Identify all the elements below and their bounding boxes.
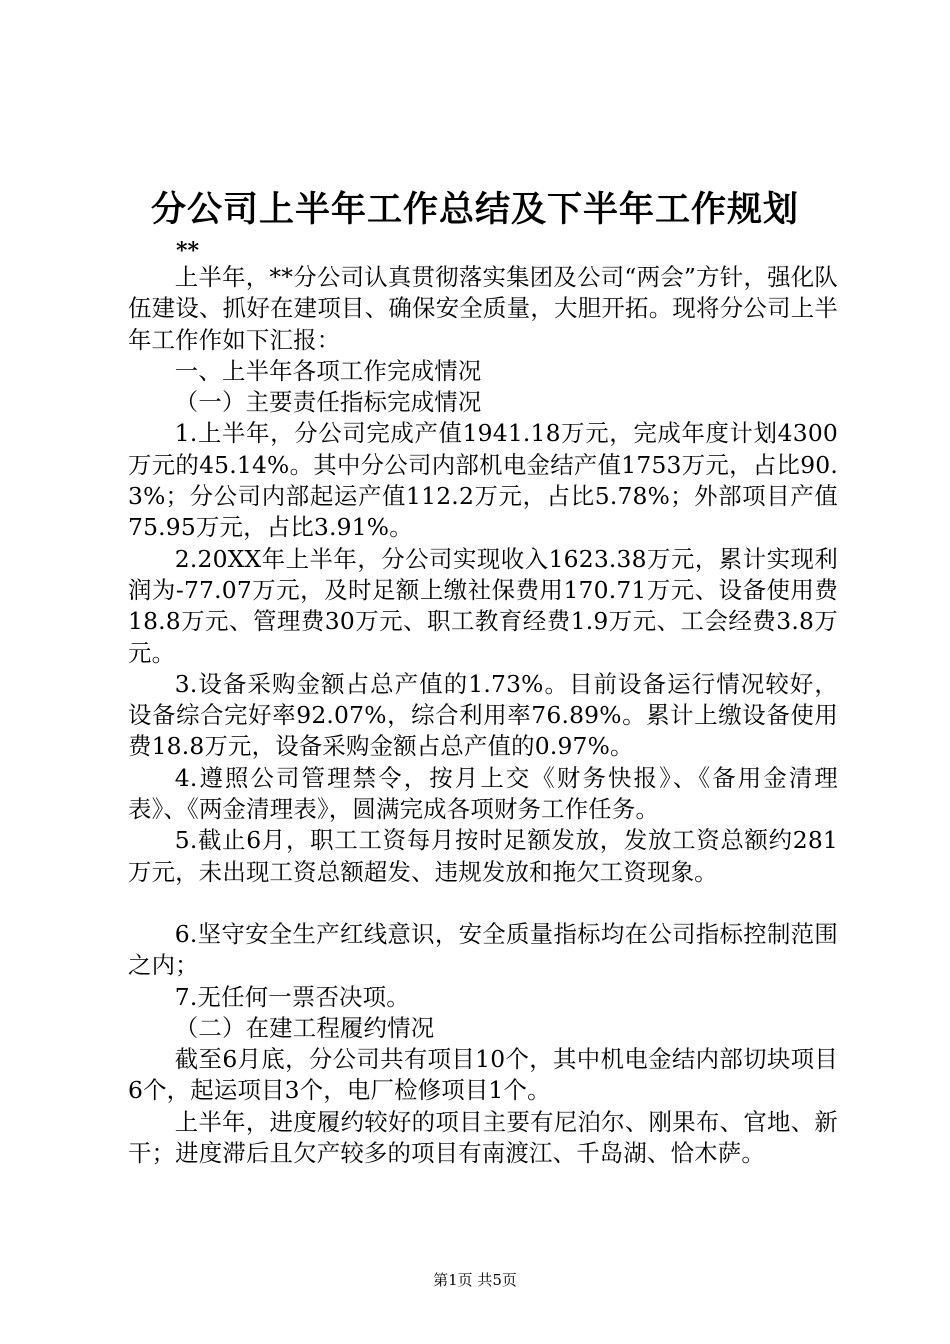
paragraph-intro: 上半年，**分公司认真贯彻落实集团及公司“两会”方针，强化队伍建设、抓好在建项目、确保安全质量，大胆开拓。现将分公司上半年工作作如下汇报： bbox=[128, 263, 838, 354]
author-name: ** bbox=[176, 238, 200, 264]
paragraph-item-2: 2.20XX年上半年，分公司实现收入1623.38万元，累计实现利润为-77.07万元，及时足额上缴社保费用170.71万元、设备使用费18.8万元、管理费30万元、职工教育经费1.9万元、工会经费3.8万元。 bbox=[128, 544, 838, 667]
paragraph-item-3: 3.设备采购金额占总产值的1.73%。目前设备运行情况较好，设备综合完好率92.07%，综合利用率76.89%。累计上缴设备使用费18.8万元，设备采购金额占总产值的0.97%。 bbox=[128, 669, 838, 761]
page-number-footer: 第1页 共5页 bbox=[433, 1271, 517, 1289]
paragraph-item-7: 7.无任何一票否决项。 bbox=[174, 982, 410, 1011]
paragraph-item-1: 1.上半年，分公司完成产值1941.18万元，完成年度计划4300万元的45.14%。其中分公司内部机电金结产值1753万元，占比90.3%；分公司内部起运产值112.2万元，占比5.78%；外部项目产值75.95万元，占比3.91%。 bbox=[128, 419, 838, 542]
document-title: 分公司上半年工作总结及下半年工作规划 bbox=[150, 189, 799, 230]
paragraph-progress: 上半年，进度履约较好的项目主要有尼泊尔、刚果布、官地、新干；进度滞后且欠产较多的项目有南渡江、千岛湖、恰木萨。 bbox=[128, 1107, 838, 1168]
paragraph-item-6: 6.坚守安全生产红线意识，安全质量指标均在公司指标控制范围之内； bbox=[128, 919, 838, 980]
subsection-heading: （二）在建工程履约情况 bbox=[174, 1013, 435, 1042]
paragraph-item-5: 5.截止6月，职工工资每月按时足额发放，发放工资总额约281万元，未出现工资总额超发、违规发放和拖欠工资现象。 bbox=[128, 826, 838, 886]
subsection-heading: （一）主要责任指标完成情况 bbox=[174, 388, 482, 417]
paragraph-projects: 截至6月底，分公司共有项目10个，其中机电金结内部切块项目6个，起运项目3个，电厂检修项目1个。 bbox=[128, 1045, 838, 1105]
section-heading: 一、上半年各项工作完成情况 bbox=[174, 356, 482, 385]
document-body bbox=[128, 262, 838, 1169]
paragraph-item-4: 4.遵照公司管理禁令，按月上交《财务快报》、《备用金清理表》、《两金清理表》，圆满完成各项财务工作任务。 bbox=[128, 763, 838, 824]
